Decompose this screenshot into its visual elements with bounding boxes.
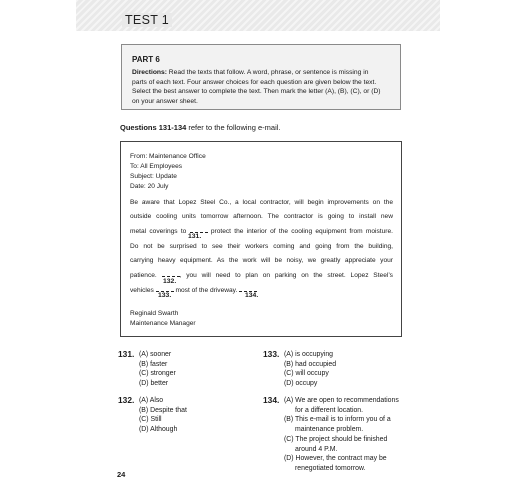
email-line: carrying heavy equipment. As the work will be noisy, we greatly appreciate your bbox=[130, 257, 393, 264]
question-number-134: 134. bbox=[263, 395, 280, 405]
blank-number-132: 132. bbox=[163, 278, 177, 285]
option-c[interactable]: (C) stronger bbox=[139, 370, 176, 378]
question-131-options bbox=[139, 350, 176, 389]
option-d[interactable]: (D) However, the contract may be bbox=[284, 455, 387, 463]
email-line bbox=[130, 227, 393, 235]
directions-text bbox=[132, 68, 390, 106]
email-line: outside cooling units tomorrow afternoon. The contractor is going to install new bbox=[130, 213, 393, 220]
question-number-131: 131. bbox=[118, 349, 135, 359]
option-b-cont[interactable]: maintenance problem. bbox=[295, 426, 364, 434]
option-c[interactable]: (C) The project should be finished bbox=[284, 435, 388, 443]
option-d[interactable]: (D) better bbox=[139, 380, 169, 388]
page-number: 24 bbox=[117, 470, 126, 479]
option-b[interactable]: (B) This e-mail is to inform you of a bbox=[284, 416, 391, 424]
question-134-options bbox=[284, 396, 399, 474]
questions-intro bbox=[120, 123, 281, 132]
option-a-cont[interactable]: for a different location. bbox=[295, 406, 364, 414]
blank-number-134: 134. bbox=[245, 292, 259, 299]
directions-line: Read the texts that follow. A word, phrase, or sentence is missing in bbox=[166, 69, 369, 76]
option-b[interactable]: (B) had occupied bbox=[284, 360, 337, 368]
email-to: To: All Employees bbox=[130, 163, 183, 170]
directions-line: Select the best answer to complete the text. Then mark the letter (A), (B), (C), or (D) bbox=[132, 88, 381, 96]
option-d[interactable]: (D) Although bbox=[139, 426, 178, 434]
questions-range: Questions 131-134 bbox=[120, 123, 187, 132]
signature-name: Reginald Swarth bbox=[130, 310, 179, 317]
email-line: Do not be surprised to see their workers coming and going from the building, bbox=[130, 243, 393, 250]
email-subject: Subject: Update bbox=[130, 173, 177, 180]
blank-number-131: 131. bbox=[188, 233, 202, 240]
blank-132 bbox=[162, 271, 180, 277]
directions-line: on your answer sheet. bbox=[132, 97, 198, 105]
email-line bbox=[130, 286, 257, 294]
option-a[interactable]: (A) is occupying bbox=[284, 351, 334, 358]
email-line-part: metal coverings to bbox=[130, 228, 187, 235]
email-box bbox=[120, 141, 402, 337]
part-title: PART 6 bbox=[132, 55, 160, 64]
option-a[interactable]: (A) Also bbox=[139, 397, 164, 404]
email-from: From: Maintenance Office bbox=[130, 153, 206, 160]
signature-title: Maintenance Manager bbox=[130, 320, 196, 327]
question-number-133: 133. bbox=[263, 349, 280, 359]
questions-intro-text: refer to the following e-mail. bbox=[186, 123, 281, 132]
option-a[interactable]: (A) We are open to recommendations bbox=[284, 397, 399, 404]
email-line: Be aware that Lopez Steel Co., a local contractor, will begin improvements on the bbox=[130, 199, 393, 206]
email-date: Date: 20 July bbox=[130, 183, 169, 190]
email-line-part: protect the interior of the cooling equipment from moisture. bbox=[210, 228, 393, 235]
option-c[interactable]: (C) Still bbox=[139, 416, 162, 424]
question-number-132: 132. bbox=[118, 395, 135, 405]
question-132-options bbox=[139, 396, 187, 435]
email-line-part: , you will need to plan on parking on the street. Lopez Steel’s bbox=[179, 272, 393, 279]
option-b[interactable]: (B) faster bbox=[139, 360, 168, 368]
email-line-part: most of the driveway. bbox=[175, 287, 238, 294]
email-line-part: patience. bbox=[130, 272, 157, 279]
directions-line: parts of each text. Four answer choices for each question are given below the text. bbox=[132, 78, 377, 86]
option-b[interactable]: (B) Despite that bbox=[139, 406, 187, 414]
option-d[interactable]: (D) occupy bbox=[284, 380, 318, 388]
email-line-part: vehicles bbox=[130, 287, 154, 294]
option-c[interactable]: (C) will occupy bbox=[284, 370, 329, 378]
option-a[interactable]: (A) sooner bbox=[139, 351, 172, 358]
directions-label: Directions: bbox=[132, 69, 167, 76]
page-title: TEST 1 bbox=[122, 13, 172, 27]
option-c-cont[interactable]: around 4 P.M. bbox=[295, 445, 338, 453]
option-d-cont[interactable]: renegotiated tomorrow. bbox=[295, 464, 366, 472]
blank-number-133: 133. bbox=[158, 292, 172, 299]
question-133-options bbox=[284, 350, 336, 389]
